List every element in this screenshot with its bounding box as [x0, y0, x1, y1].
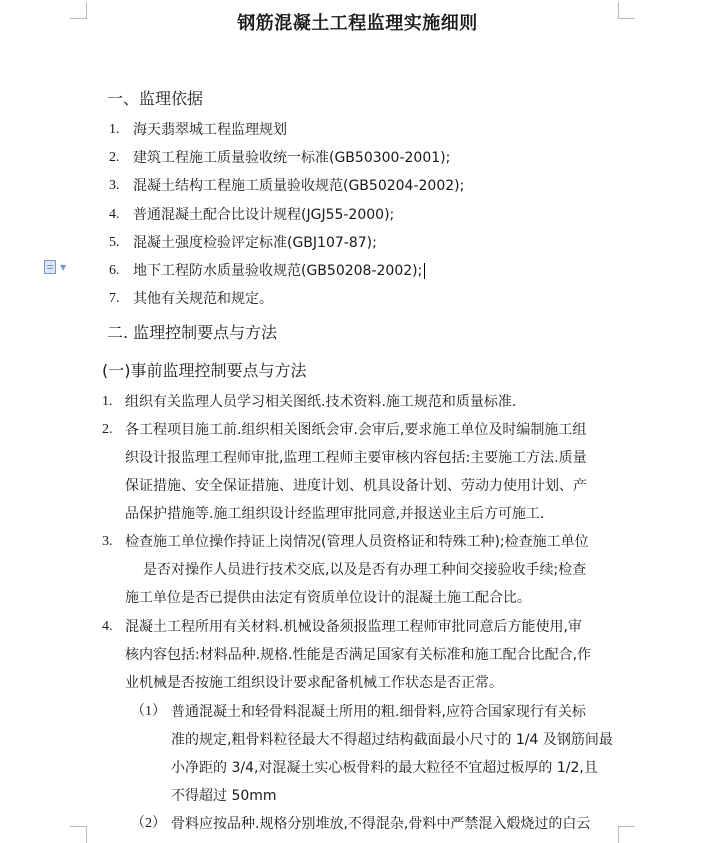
chevron-down-icon: ▼ [60, 262, 67, 272]
paragraph-line: 各工程项目施工前.组织相关图纸会审.会审后,要求施工单位及时编制施工组 [125, 422, 587, 438]
document-options-icon[interactable] [44, 260, 70, 274]
paragraph-line: 不得超过 50mm [171, 788, 277, 804]
paragraph-line: 骨料应按品种.规格分别堆放,不得混杂,骨料中严禁混入煅烧过的白云 [171, 816, 591, 832]
paragraph-line: 是否对操作人员进行技术交底,以及是否有办理工种间交接验收手续;检查 [143, 562, 587, 578]
list-number: 4. [109, 207, 120, 222]
list-item: 建筑工程施工质量验收统一标准(GB50300-2001); [133, 150, 451, 166]
paragraph-line: 检查施工单位操作持证上岗情况(管理人员资格证和特殊工种);检查施工单位 [125, 534, 589, 550]
list-number: 4. [102, 619, 113, 634]
list-number: 1. [109, 122, 120, 137]
section-heading: 一、监理依据 [107, 89, 204, 108]
sublist-number: （2） [131, 816, 166, 831]
paragraph-line: 织设计报监理工程师审批,监理工程师主要审核内容包括:主要施工方法.质量 [125, 450, 587, 466]
list-number: 2. [102, 422, 113, 437]
list-number: 1. [102, 394, 113, 409]
list-item: 混凝土结构工程施工质量验收规范(GB50204-2002); [133, 178, 465, 194]
list-item-text: 地下工程防水质量验收规范(GB50208-2002); [133, 263, 423, 279]
paragraph-line: 普通混凝土和轻骨料混凝土所用的粗.细骨料,应符合国家现行有关标 [171, 704, 586, 720]
document-title: 钢筋混凝土工程监理实施细则 [237, 13, 478, 34]
list-number: 2. [109, 150, 120, 165]
list-item-with-cursor[interactable] [133, 262, 425, 280]
list-number: 5. [109, 235, 120, 250]
list-item: 普通混凝土配合比设计规程(JGJ55-2000); [133, 207, 395, 223]
list-number: 6. [109, 263, 120, 278]
list-item: 海天翡翠城工程监理规划 [133, 122, 287, 138]
document-icon [44, 260, 56, 274]
paragraph-line: 混凝土工程所用有关材料.机械设备须报监理工程师审批同意后方能使用,审 [125, 619, 582, 635]
paragraph-line: 业机械是否按施工组织设计要求配备机械工作状态是否正常。 [125, 675, 503, 691]
page-corner-mark [618, 826, 635, 843]
paragraph-line: 核内容包括:材料品种.规格.性能是否满足国家有关标准和施工配合比配合,作 [125, 647, 592, 663]
section-heading: 二. 监理控制要点与方法 [107, 323, 278, 342]
list-number: 7. [109, 291, 120, 306]
paragraph-line: 品保护措施等.施工组织设计经监理审批同意,并报送业主后方可施工. [125, 506, 545, 522]
page-corner-mark [70, 826, 87, 843]
sublist-number: （1） [131, 704, 166, 719]
text-cursor [424, 263, 425, 279]
list-number: 3. [102, 534, 113, 549]
paragraph-line: 准的规定,粗骨料粒径最大不得超过结构截面最小尺寸的 1/4 及钢筋间最 [171, 732, 613, 748]
list-item: 混凝土强度检验评定标准(GBJ107-87); [133, 235, 377, 251]
paragraph-line: 组织有关监理人员学习相关图纸.技术资料.施工规范和质量标准. [125, 394, 517, 410]
list-item: 其他有关规范和规定。 [133, 291, 273, 307]
subsection-heading: (一)事前监理控制要点与方法 [102, 361, 307, 380]
list-number: 3. [109, 178, 120, 193]
paragraph-line: 施工单位是否已提供由法定有资质单位设计的混凝土施工配合比。 [125, 590, 531, 606]
paragraph-line: 小净距的 3/4,对混凝土实心板骨料的最大粒径不宜超过板厚的 1/2,且 [171, 760, 598, 776]
paragraph-line: 保证措施、安全保证措施、进度计划、机具设备计划、劳动力使用计划、产 [125, 478, 587, 494]
